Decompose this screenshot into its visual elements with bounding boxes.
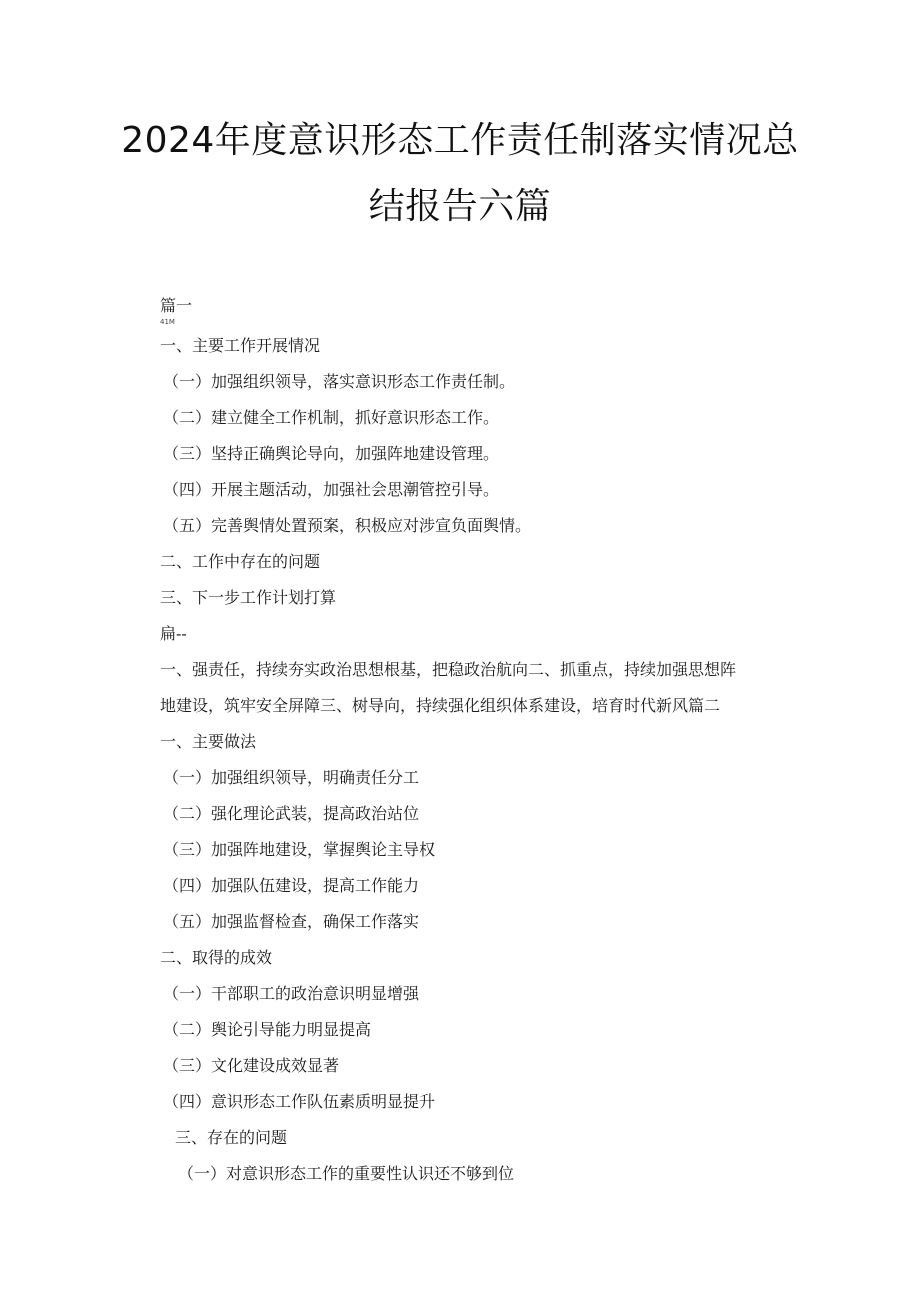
scan-artifact-mark: 41M: [160, 318, 175, 326]
list-item: （二）舆论引导能力明显提高: [163, 1020, 372, 1039]
paragraph-line: 地建设，筑牢安全屏障三、树导向，持续强化组织体系建设，培育时代新风篇二: [160, 696, 721, 715]
list-item: （五）加强监督检查，确保工作落实: [163, 912, 420, 931]
section-heading: 扁--: [160, 624, 187, 643]
heading-next-plan: 三、下一步工作计划打算: [160, 588, 337, 607]
list-item: （五）完善舆情处置预案，积极应对涉宣负面舆情。: [163, 516, 532, 535]
list-item: （二）建立健全工作机制，抓好意识形态工作。: [163, 408, 500, 427]
paragraph-line: 一、强责任，持续夯实政治思想根基，把稳政治航向二、抓重点，持续加强思想阵: [160, 660, 737, 679]
heading-problems: 二、工作中存在的问题: [160, 552, 321, 571]
list-item: （三）坚持正确舆论导向，加强阵地建设管理。: [163, 444, 500, 463]
list-item: （三）文化建设成效显著: [163, 1056, 340, 1075]
list-item: （一）加强组织领导，落实意识形态工作责任制。: [163, 372, 516, 391]
heading-existing-problems: 三、存在的问题: [175, 1128, 288, 1147]
document-title-line-1: 2024年度意识形态工作责任制落实情况总: [121, 120, 799, 161]
heading-main-work: 一、主要工作开展情况: [160, 336, 321, 355]
list-item: （四）开展主题活动，加强社会思潮管控引导。: [163, 480, 500, 499]
heading-results: 二、取得的成效: [160, 948, 273, 967]
list-item: （一）对意识形态工作的重要性认识还不够到位: [178, 1164, 515, 1183]
list-item: （二）强化理论武装，提高政治站位: [163, 804, 420, 823]
heading-main-practices: 一、主要做法: [160, 732, 257, 751]
section-heading: 篇一: [160, 296, 193, 315]
document-title-line-2: 结报告六篇: [368, 186, 552, 227]
list-item: （一）加强组织领导，明确责任分工: [163, 768, 420, 787]
list-item: （四）加强队伍建设，提高工作能力: [163, 876, 420, 895]
list-item: （四）意识形态工作队伍素质明显提升: [163, 1092, 436, 1111]
list-item: （三）加强阵地建设，掌握舆论主导权: [163, 840, 436, 859]
list-item: （一）干部职工的政治意识明显增强: [163, 984, 420, 1003]
